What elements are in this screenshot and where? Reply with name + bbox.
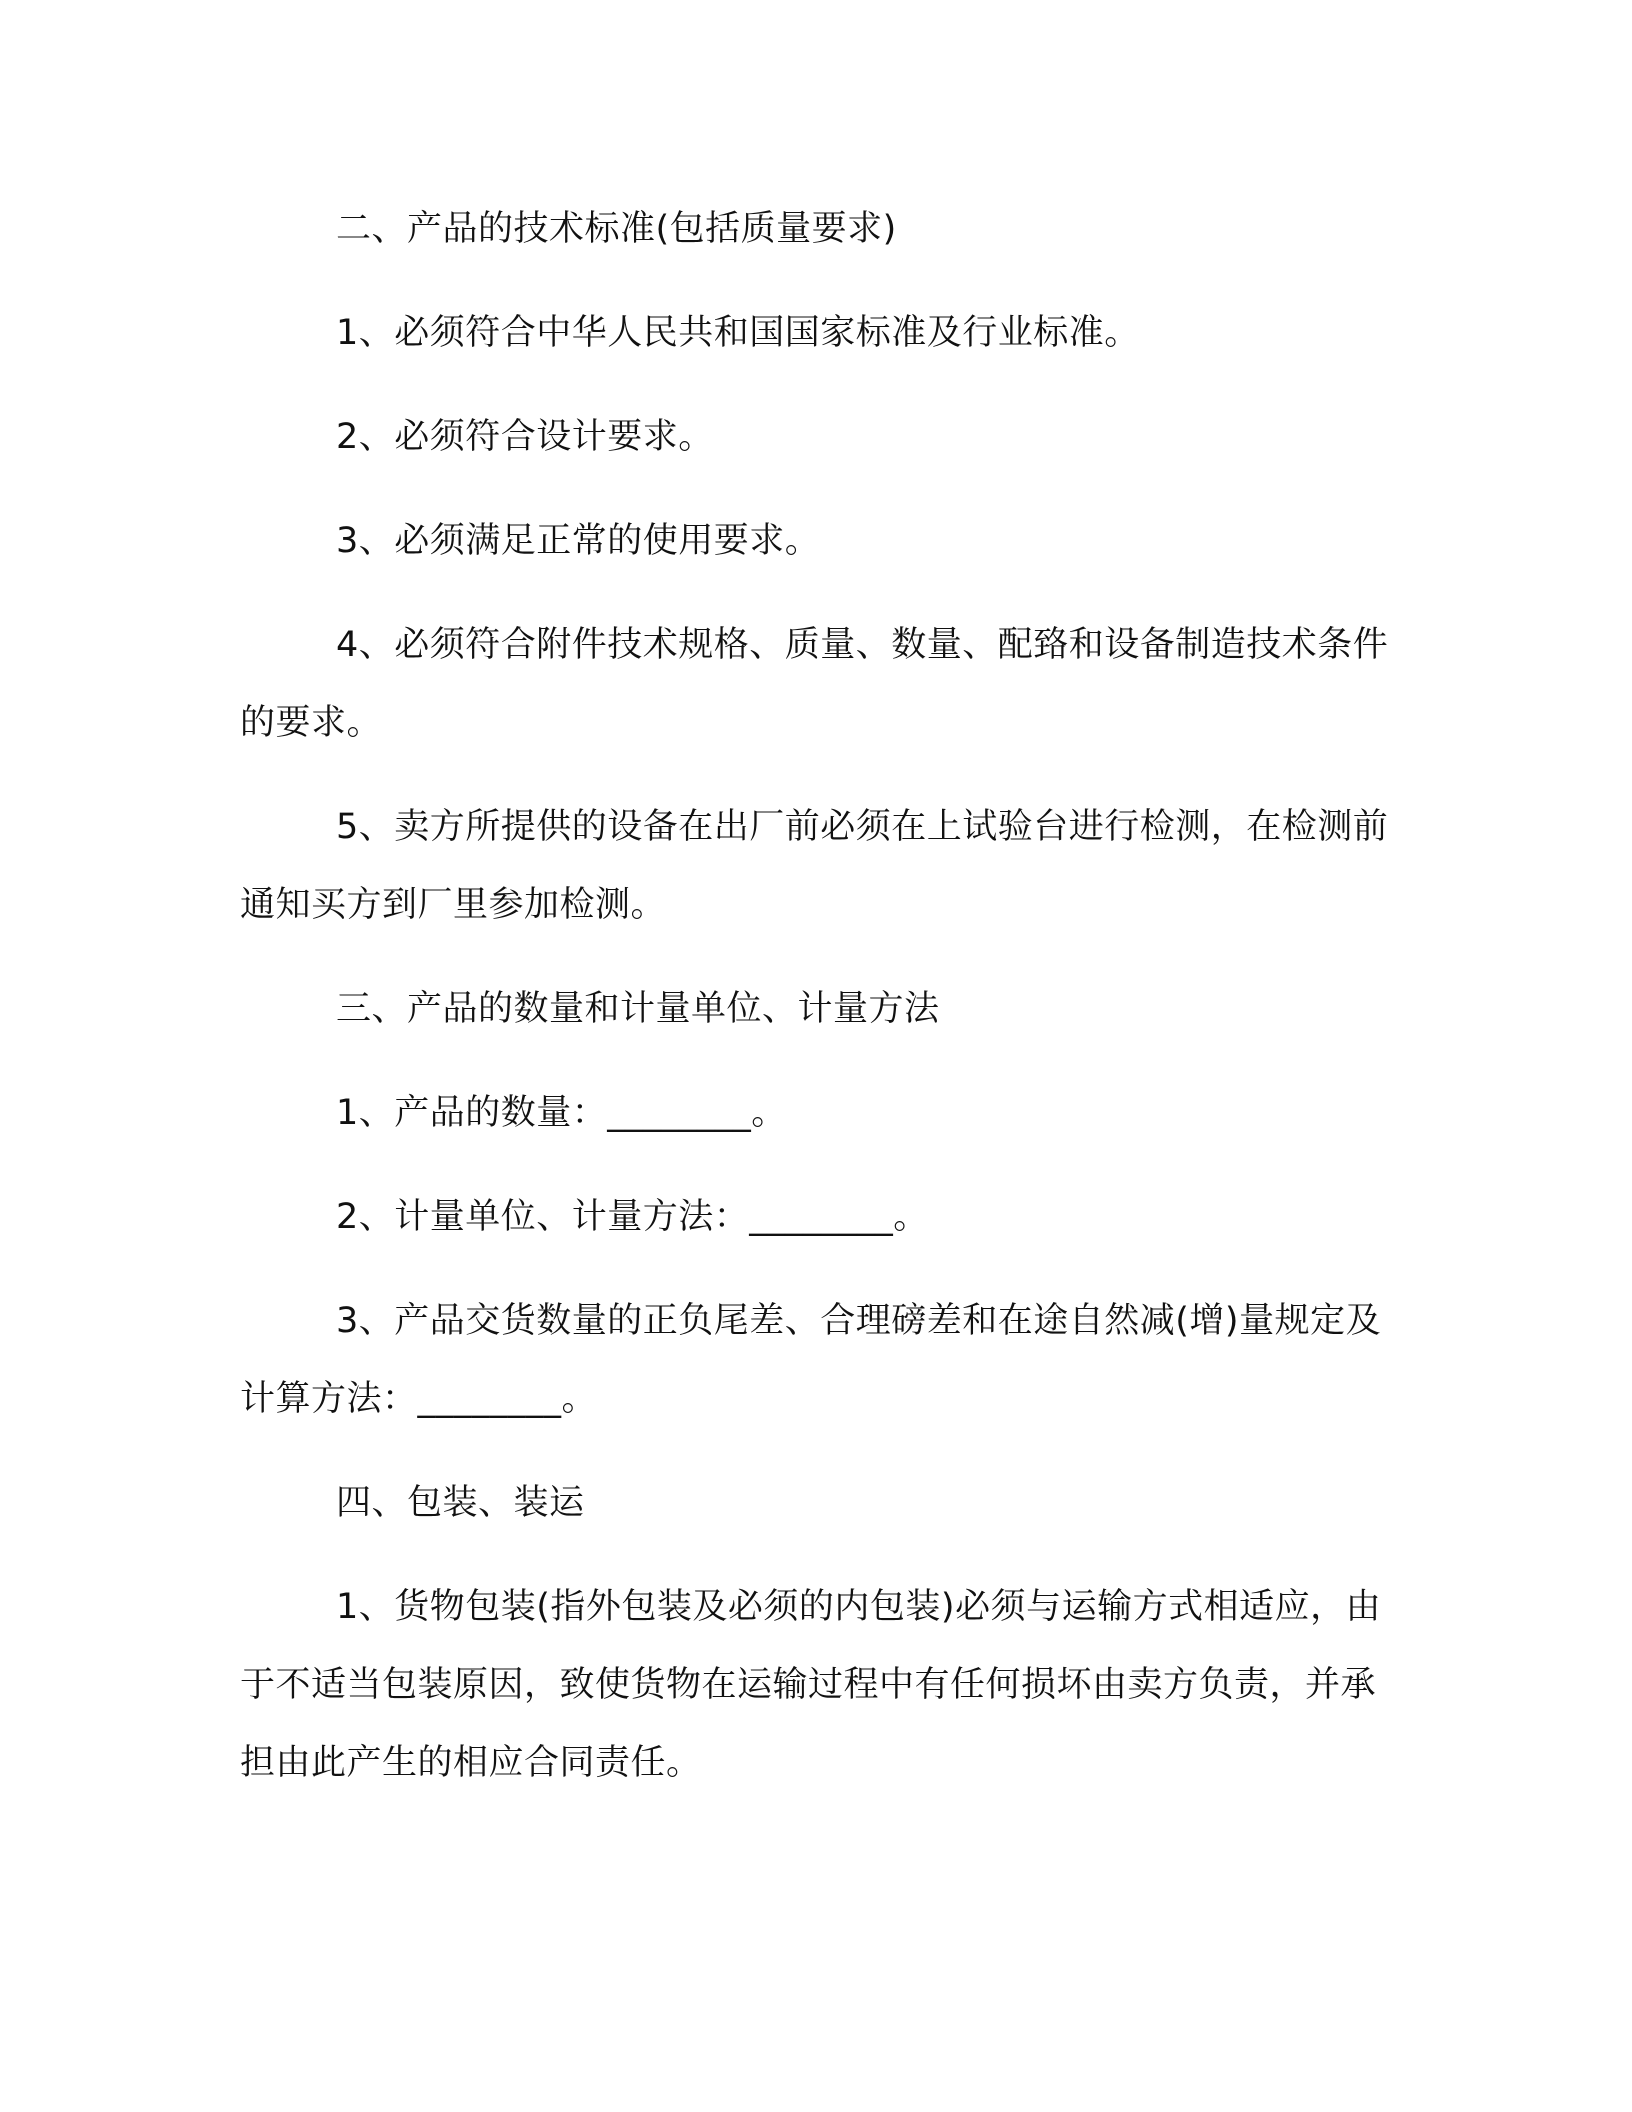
section-heading-technical-standards: 二、产品的技术标准(包括质量要求)	[336, 209, 897, 249]
clause-national-standards: 1、必须符合中华人民共和国国家标准及行业标准。	[336, 313, 1140, 353]
clause-attachment-specs: 4、必须符合附件技术规格、质量、数量、配臵和设备制造技术条件的要求。	[240, 625, 1389, 743]
clause-measurement-unit: 2、计量单位、计量方法：________。	[336, 1197, 929, 1237]
clause-normal-use: 3、必须满足正常的使用要求。	[336, 521, 821, 561]
document-body	[240, 190, 1390, 1802]
clause-packaging: 1、货物包装(指外包装及必须的内包装)必须与运输方式相适应，由于不适当包装原因，致使货物在运输过程中有任何损坏由卖方负责，并承担由此产生的相应合同责任。	[240, 1587, 1382, 1783]
clause-design-requirements: 2、必须符合设计要求。	[336, 417, 714, 457]
clause-tolerance: 3、产品交货数量的正负尾差、合理磅差和在途自然减(增)量规定及计算方法：________。	[240, 1301, 1382, 1419]
clause-factory-testing: 5、卖方所提供的设备在出厂前必须在上试验台进行检测，在检测前通知买方到厂里参加检测。	[240, 807, 1389, 925]
clause-product-quantity: 1、产品的数量：________。	[336, 1093, 787, 1133]
section-heading-quantity: 三、产品的数量和计量单位、计量方法	[336, 989, 940, 1029]
section-heading-packaging: 四、包装、装运	[336, 1483, 585, 1523]
